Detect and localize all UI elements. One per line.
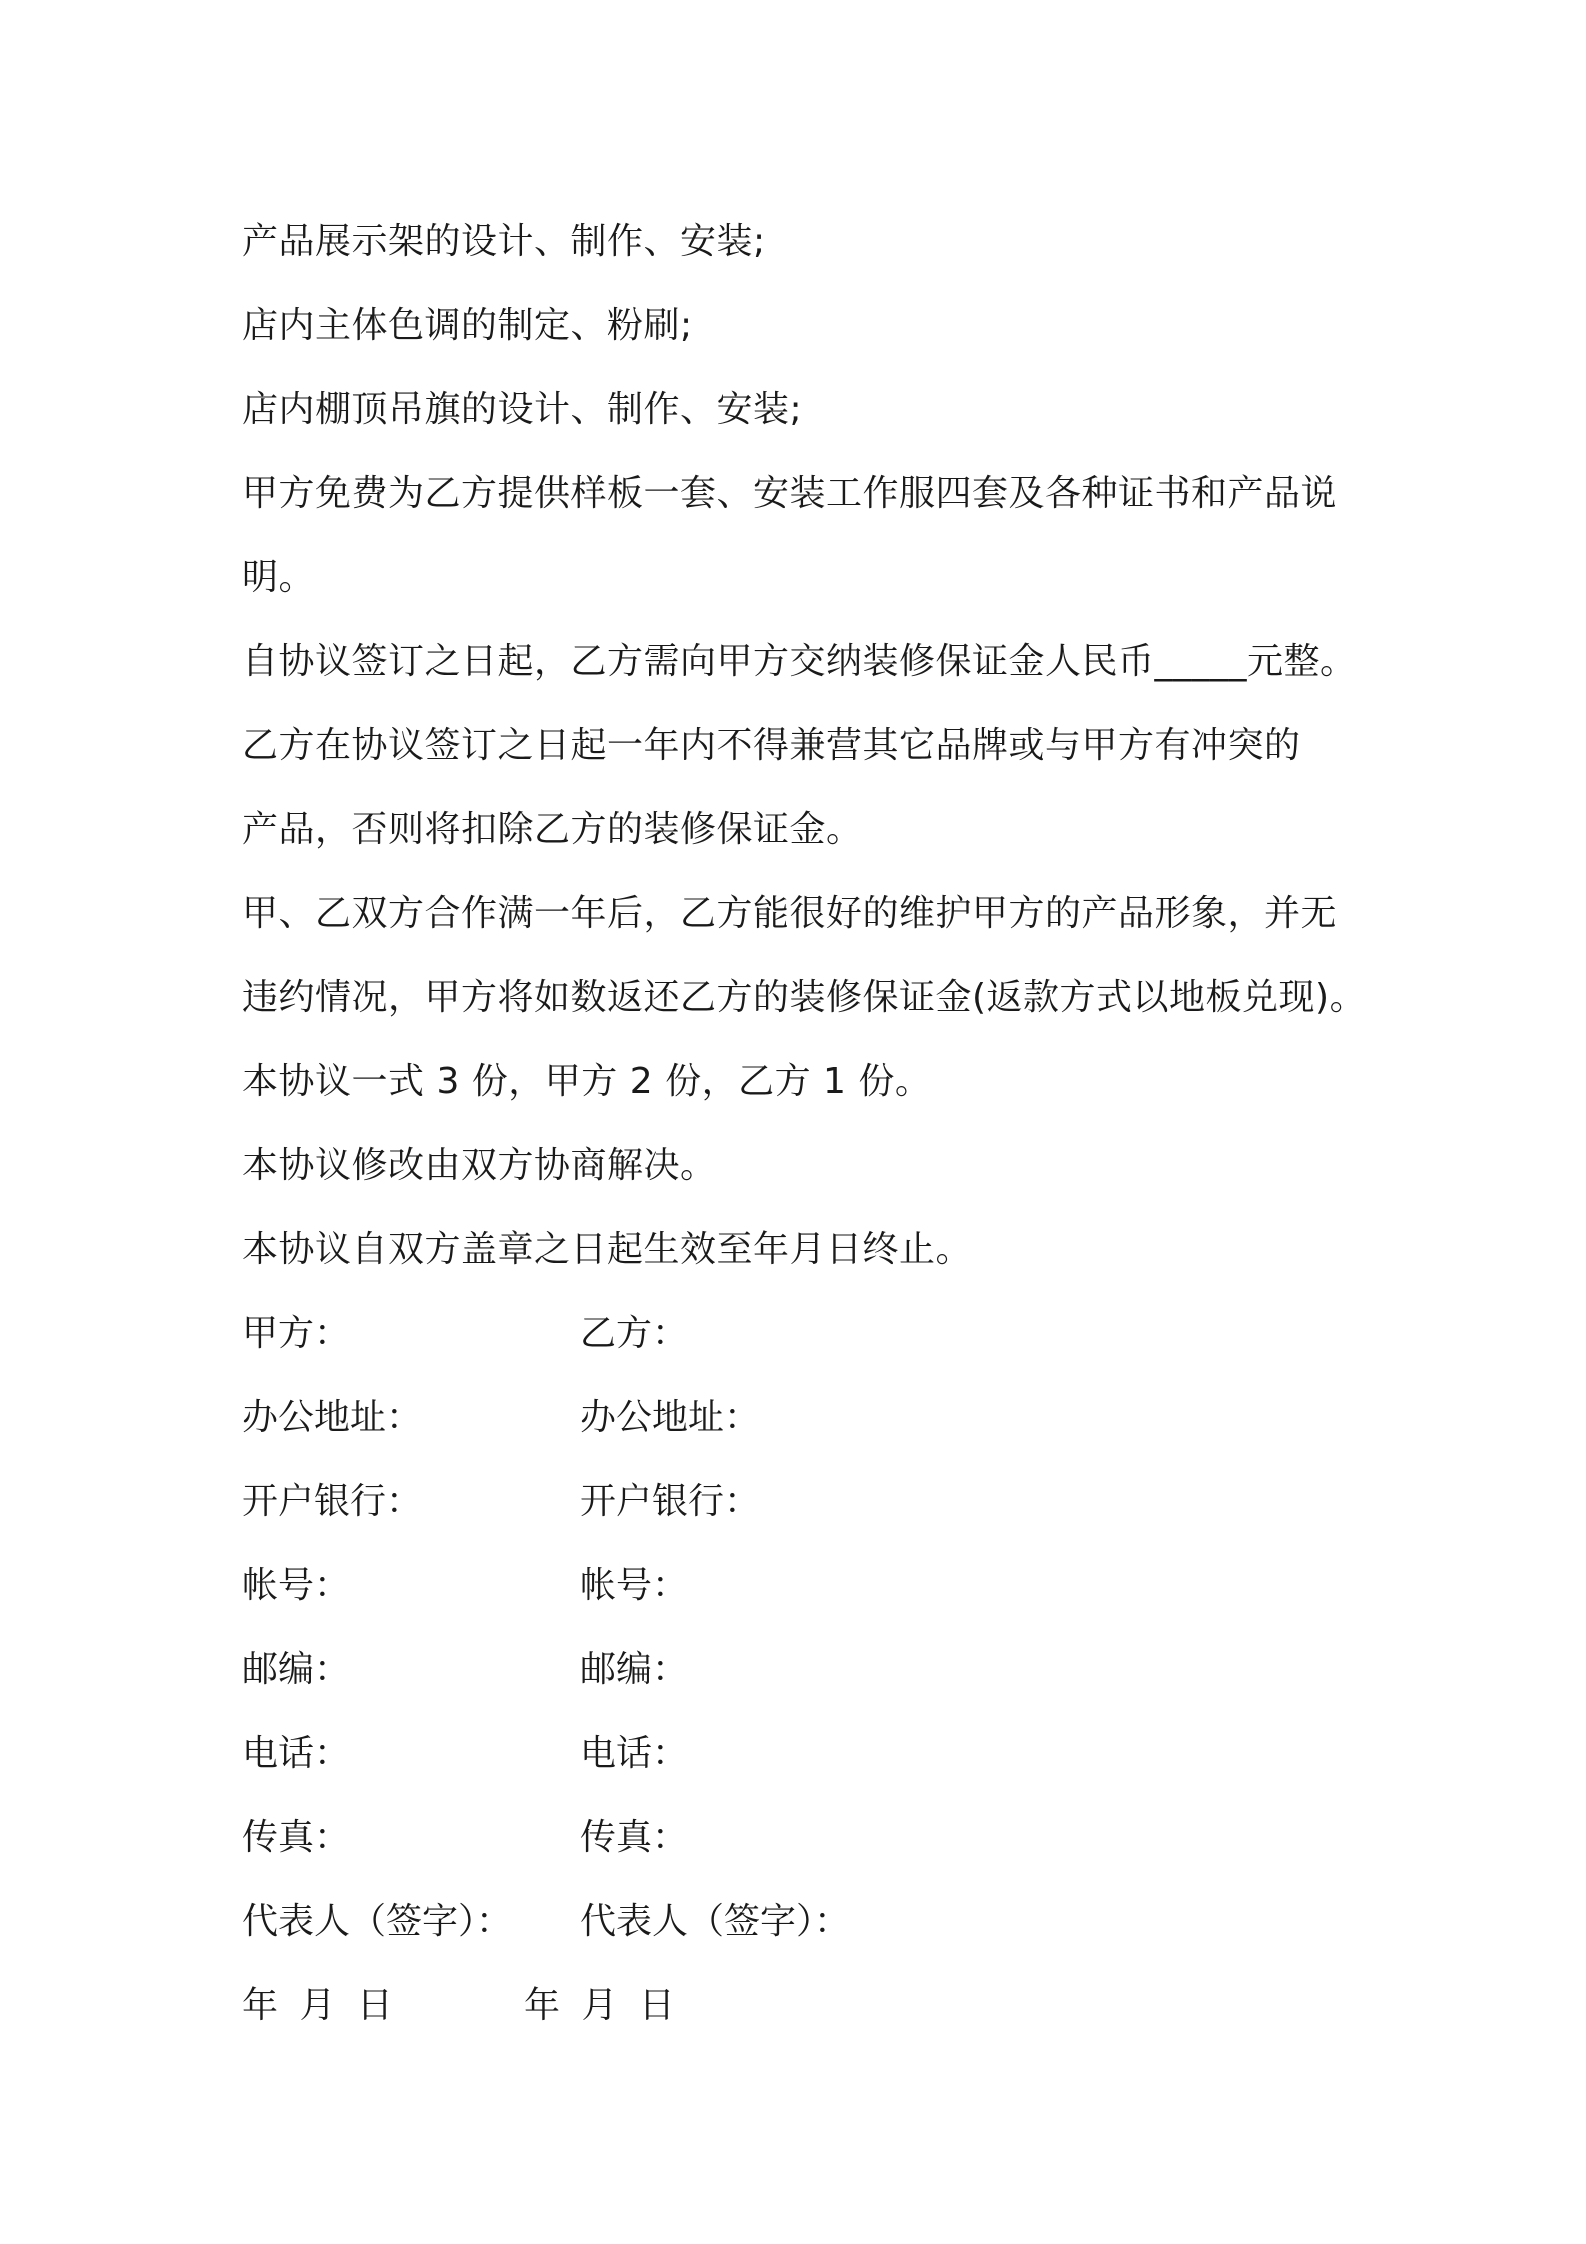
signature-date-row	[242, 1964, 1382, 2048]
clause-line: 违约情况，甲方将如数返还乙方的装修保证金(返款方式以地板兑现)。	[242, 977, 1367, 1018]
signature-block	[242, 1292, 1382, 2048]
signature-row-postcode	[242, 1628, 1382, 1712]
clause-line: 自协议签订之日起，乙方需向甲方交纳装修保证金人民币_____元整。	[242, 641, 1357, 682]
clause-line: 店内棚顶吊旗的设计、制作、安装;	[242, 389, 803, 430]
clause-line: 乙方在协议签订之日起一年内不得兼营其它品牌或与甲方有冲突的	[242, 725, 1301, 766]
clause-line: 产品展示架的设计、制作、安装;	[242, 221, 766, 262]
party-a-phone-label: 电话：	[242, 1733, 351, 1774]
party-b-postcode-label: 邮编：	[580, 1649, 689, 1690]
party-b-representative-label: 代表人（签字）：	[580, 1901, 851, 1942]
signature-row-party	[242, 1292, 1382, 1376]
party-a-postcode-label: 邮编：	[242, 1649, 351, 1690]
signature-row-representative	[242, 1880, 1382, 1964]
clause-line: 本协议自双方盖章之日起生效至年月日终止。	[242, 1229, 973, 1270]
clause-line: 甲方免费为乙方提供样板一套、安装工作服四套及各种证书和产品说	[242, 473, 1338, 514]
party-b-fax-label: 传真：	[580, 1817, 689, 1858]
clause-line: 产品，否则将扣除乙方的装修保证金。	[242, 809, 863, 850]
party-a-bank-label: 开户银行：	[242, 1481, 423, 1522]
party-a-label: 甲方：	[242, 1313, 351, 1354]
party-b-phone-label: 电话：	[580, 1733, 689, 1774]
party-b-label: 乙方：	[580, 1313, 689, 1354]
clause-line: 明。	[242, 557, 316, 598]
clause-line: 本协议一式 3 份，甲方 2 份，乙方 1 份。	[242, 1061, 932, 1102]
clause-line: 本协议修改由双方协商解决。	[242, 1145, 717, 1186]
signature-row-bank	[242, 1460, 1382, 1544]
party-a-fax-label: 传真：	[242, 1817, 351, 1858]
document-body	[242, 200, 1382, 2048]
party-b-date: 年 月 日	[524, 1985, 675, 2026]
signature-row-account	[242, 1544, 1382, 1628]
party-a-date: 年 月 日	[242, 1985, 393, 2026]
party-b-address-label: 办公地址：	[580, 1397, 761, 1438]
signature-row-phone	[242, 1712, 1382, 1796]
party-a-address-label: 办公地址：	[242, 1397, 423, 1438]
party-a-representative-label: 代表人（签字）：	[242, 1901, 513, 1942]
signature-row-fax	[242, 1796, 1382, 1880]
party-b-bank-label: 开户银行：	[580, 1481, 761, 1522]
party-a-account-label: 帐号：	[242, 1565, 351, 1606]
clause-line: 店内主体色调的制定、粉刷;	[242, 305, 693, 346]
signature-row-address	[242, 1376, 1382, 1460]
clause-line: 甲、乙双方合作满一年后，乙方能很好的维护甲方的产品形象，并无	[242, 893, 1338, 934]
party-b-account-label: 帐号：	[580, 1565, 689, 1606]
